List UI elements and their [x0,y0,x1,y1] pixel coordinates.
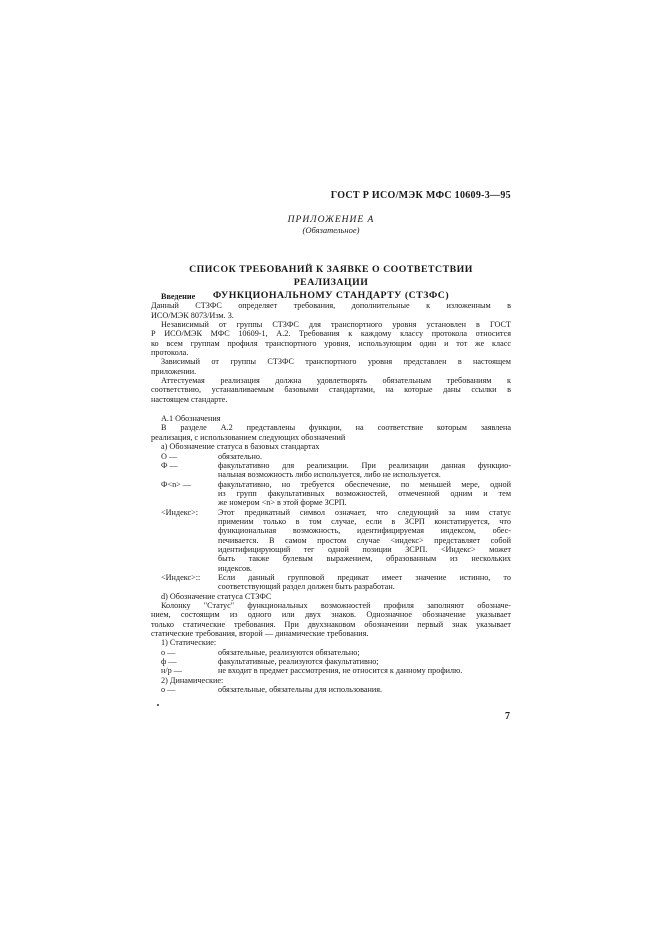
definition-term: о — [161,685,176,695]
definition-text [218,573,511,592]
document-body [151,292,511,694]
text-line: ИСО/МЭК 8073/Изм. 3. [151,310,234,320]
definition-item [151,685,511,694]
definition-item [151,452,511,461]
definition-item [151,657,511,666]
text-line: факультативно, но требуется обеспечение, по меньшей мере, одной [218,479,511,489]
definition-text [218,508,511,573]
text-line: Колонку "Статус" функциональных возможностей профиля заполняют обозначе- [161,601,511,610]
text-line: быть также булевым выражением, образованным из нескольких [218,554,511,564]
definition-text [218,657,511,666]
page-number: 7 [505,711,510,722]
text-line: реализация, с использованием следующих обозначений [151,432,346,442]
definition-text [218,480,511,508]
list-heading: d) Обозначение статуса СТЗФС [161,591,272,601]
text-line: только статические требования. При двухзнаковом обозначении первый знак указывает [151,619,511,629]
definition-term: Ф — [161,460,178,470]
definition-term: <Индекс>: [161,507,199,517]
list-heading: а) Обозначение статуса в базовых стандартах [161,442,320,452]
definition-text [218,685,511,694]
text-line: идентифицирующий тег одной позиции ЗСРП. <Индекс> может [218,544,511,554]
text-line: же номером <n> в этой форме ЗСРП. [218,498,347,508]
heading-line: СПИСОК ТРЕБОВАНИЙ К ЗАЯВКЕ О СООТВЕТСТВИИ РЕАЛИЗАЦИИ [189,264,473,288]
appendix-subtitle: (Обязательное) [302,225,360,235]
scan-speck [157,704,159,706]
definition-item [151,461,511,480]
text-line: не входит в предмет рассмотрения, не относится к данному профилю. [218,666,463,676]
text-line: ко всем группам профиля транспортного уровня, использующим один и тот же класс [151,338,511,348]
text-line: обязательные, обязательны для использования. [218,685,383,695]
definition-item [151,508,511,573]
heading-line: ФУНКЦИОНАЛЬНОМУ СТАНДАРТУ (СТЗФС) [212,290,450,301]
paragraph [151,601,511,638]
definition-term: н/р — [161,666,182,676]
text-line: Этот предикатный символ означает, что следующий за ним статус [218,507,511,517]
list-heading: 1) Статические: [161,638,217,648]
text-line: приложении. [151,366,197,376]
paragraph [151,301,511,320]
text-line: факультативно для реализации. При реализации данная функцио- [218,460,511,470]
text-line: из групп факультативных возможностей, отмеченной одним и тем [218,488,511,498]
text-line: соответствию, устанавливаемым базовыми стандартами, на которые даны ссылки в [151,385,511,395]
paragraph [151,320,511,357]
definition-text [218,666,511,675]
definition-item [151,648,511,657]
definition-text [218,648,511,657]
text-line: Если данный групповой предикат имеет значение истинно, то [218,572,511,582]
text-line: индексов. [218,563,252,573]
text-line: Данный СТЗФС определяет требования, дополнительные к изложенным в [151,301,511,311]
text-line: нальная возможность либо используется, либо не используется. [218,470,441,480]
definition-term: ф — [161,657,177,667]
text-line: печивается. В самом простом случае <индекс> представляет собой [218,535,511,545]
subsection-heading: А.1 Обозначения [161,414,221,424]
text-line: настоящем стандарте. [151,394,228,404]
text-line: статические требования, второй — динамические требования. [151,629,369,639]
definition-term: Ф<n> — [161,479,192,489]
text-line: функциональная возможность, идентифицируемая индексом, обес- [218,526,511,536]
paragraph [151,423,511,442]
text-line: соответствующий раздел должен быть разработан. [218,582,395,592]
definition-term: о — [161,647,176,657]
text-line: Р ИСО/МЭК МФС 10609-1, А.2. Требования к каждому классу протокола относится [151,329,511,339]
text-line: нием, состоящим из одного или двух знаков. Однозначное обозначение указывает [151,610,511,620]
paragraph [151,376,511,404]
appendix-title: ПРИЛОЖЕНИЕ А [287,215,375,225]
text-line: Независимый от группы СТЗФС для транспортного уровня установлен в ГОСТ [161,320,511,330]
definition-item [151,573,511,592]
paragraph [151,357,511,376]
definition-item [151,480,511,508]
standard-designation: ГОСТ Р ИСО/МЭК МФС 10609-3—95 [330,190,511,201]
text-line: применим только в том случае, если в ЗСРП констатируется, что [218,516,511,526]
text-line: Зависимый от группы СТЗФС транспортного уровня представлен в настоящем [161,357,511,367]
definition-term: О — [161,451,178,461]
definition-item [151,666,511,675]
text-line: В разделе А.2 представлены функции, на соответствие которым заявлена [161,423,511,433]
list-heading: 2) Динамические: [161,675,224,685]
definition-text [218,461,511,480]
text-line: факультативные, реализуются факультативно; [218,657,379,667]
text-line: обязательные, реализуются обязательно; [218,647,360,657]
appendix-title-block [151,215,511,235]
text-line: Аттестуемая реализация должна удовлетворять обязательным требованиям к [161,376,511,386]
definition-text [218,452,511,461]
section-title: Введение [161,292,196,301]
definition-term: <Индекс>:: [161,572,201,582]
text-line: протокола. [151,348,189,358]
text-line: обязательно. [218,451,263,461]
